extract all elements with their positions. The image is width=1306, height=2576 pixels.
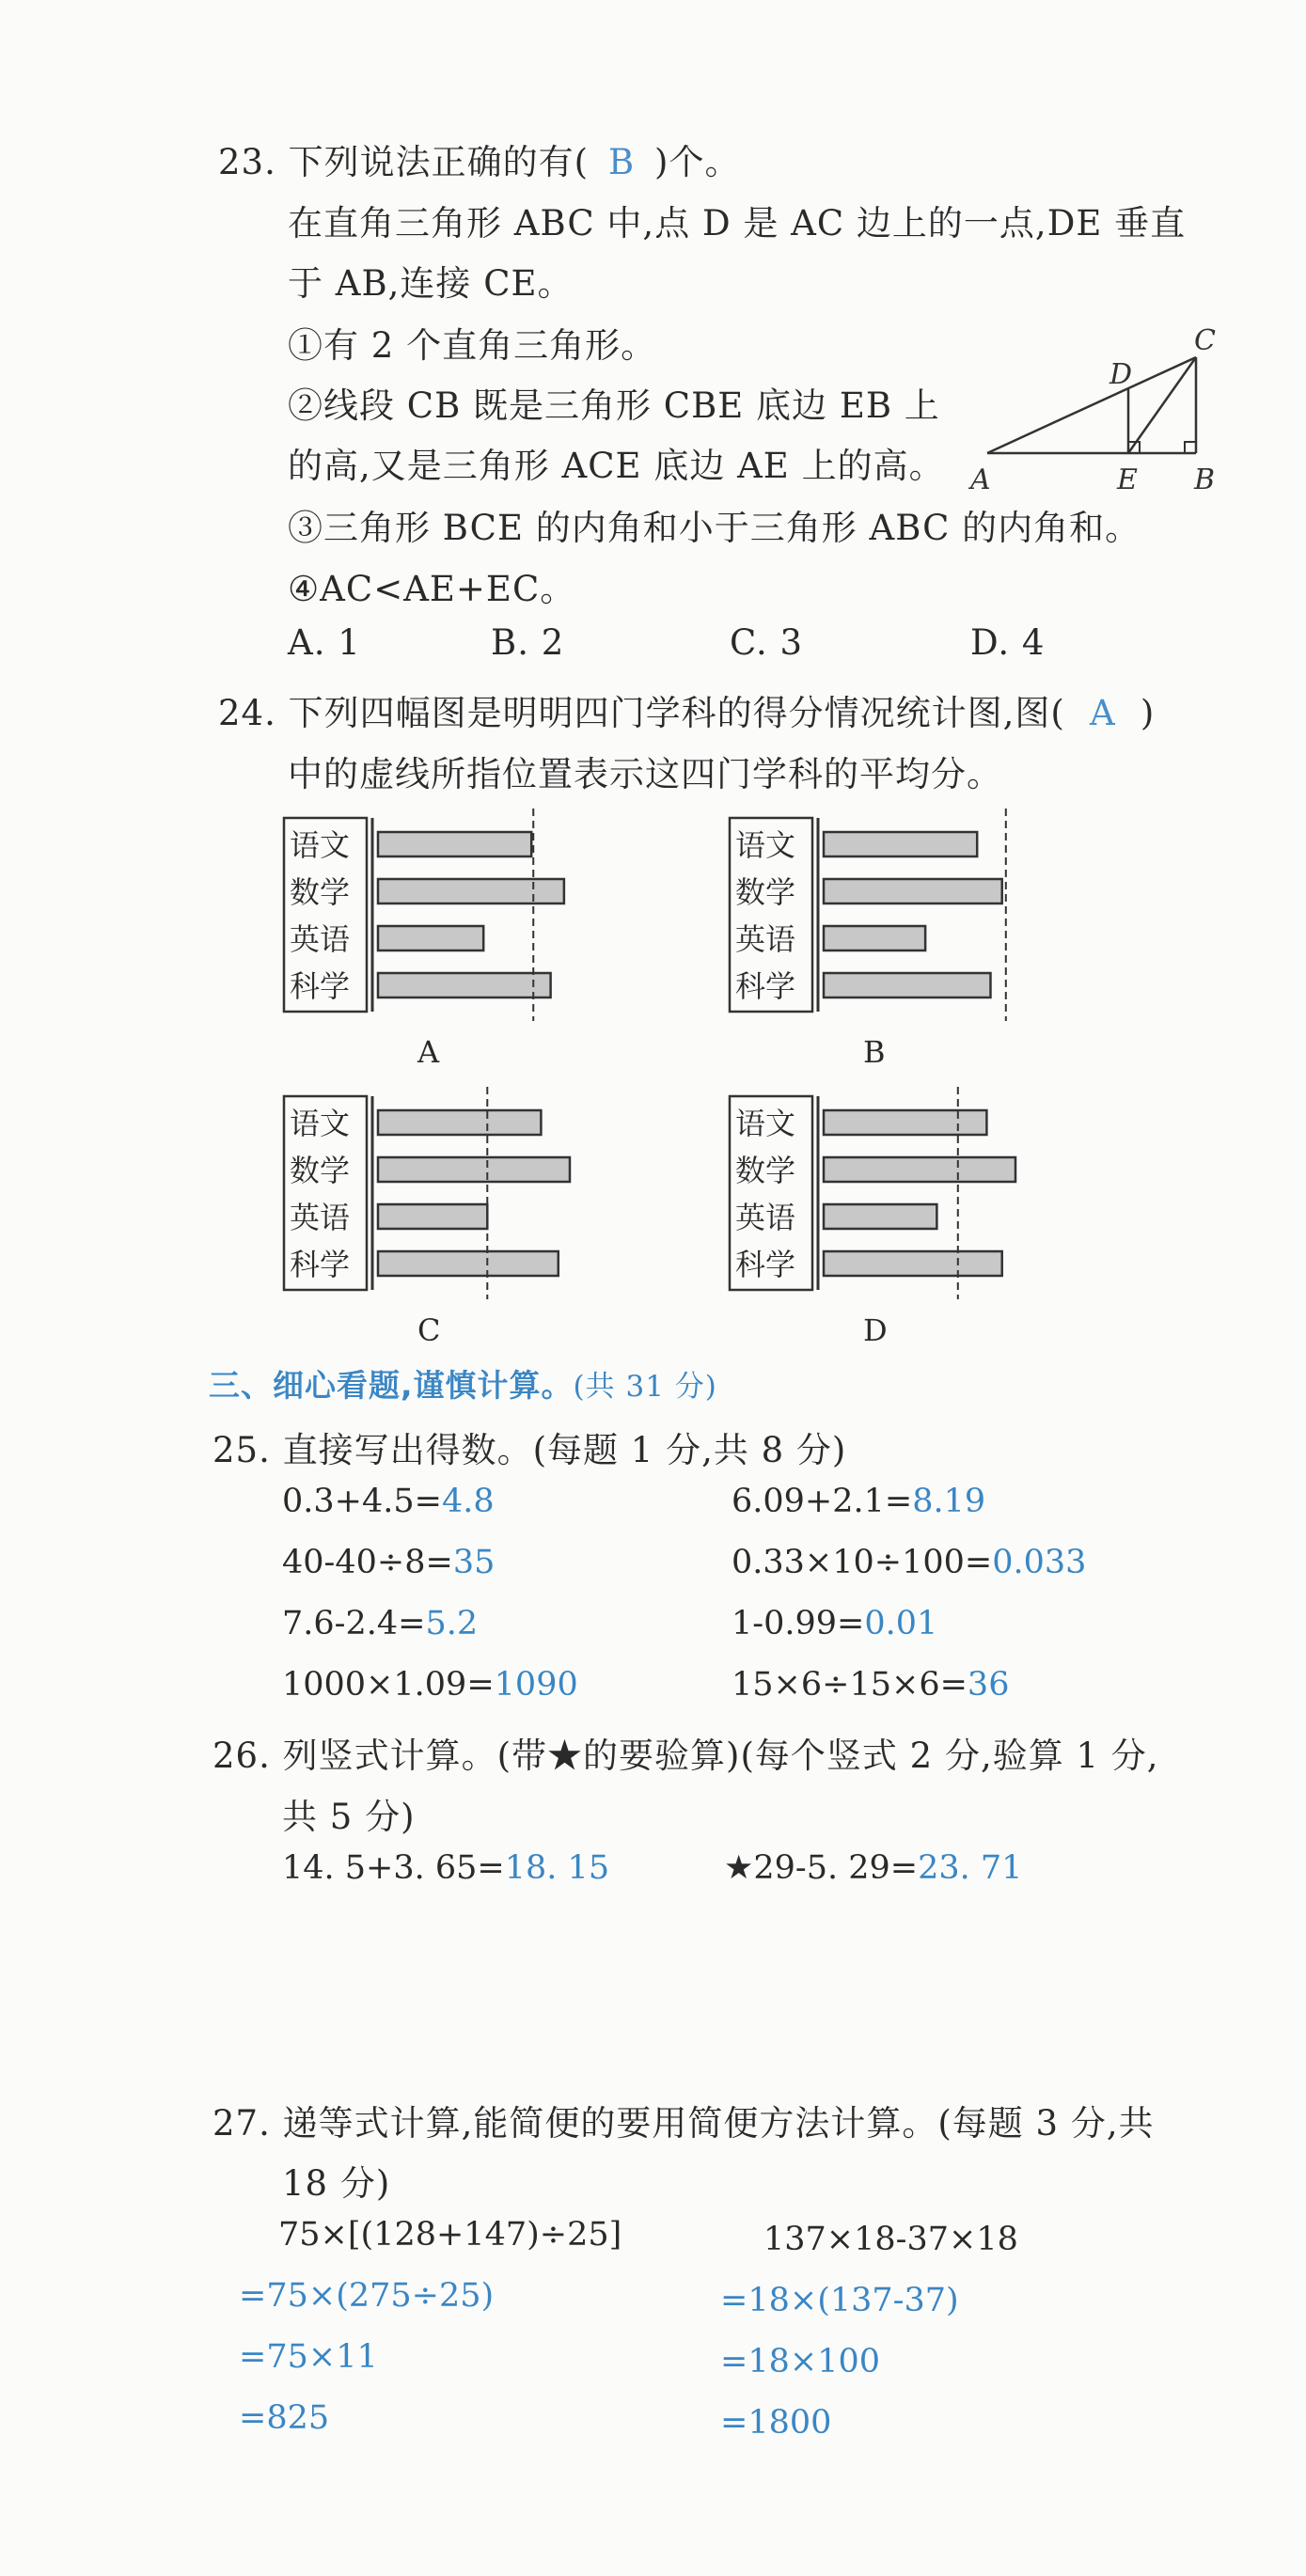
chart-caption: D [863, 1312, 888, 1348]
subject-label: 语文 [735, 1106, 796, 1141]
subject-bar [378, 1251, 559, 1276]
subject-bar [378, 879, 564, 903]
subject-label: 语文 [290, 827, 351, 863]
q23-statement-4: ④AC<AE+EC。 [288, 569, 576, 609]
bar-chart-d [728, 1087, 1029, 1359]
right-angle-mark-b [1185, 442, 1196, 453]
q25-item-1: 0.3+4.5=4.8 [282, 1483, 495, 1520]
subject-label: 科学 [735, 968, 796, 1004]
q26-stem-line1: 26. 列竖式计算。(带★的要验算)(每个竖式 2 分,验算 1 分, [212, 1736, 1159, 1776]
q25-item-2: 6.09+2.1=8.19 [732, 1483, 986, 1520]
subject-label: 数学 [290, 874, 351, 910]
subject-bar [378, 1110, 541, 1135]
q24-answer: A [1089, 693, 1116, 733]
subject-label: 英语 [290, 921, 351, 957]
q23-option-d: D. 4 [970, 622, 1046, 663]
q23-option-a: A. 1 [288, 622, 361, 663]
subject-label: 语文 [735, 827, 796, 863]
q23-stem: 23. 下列说法正确的有( B )个。 [218, 142, 741, 182]
bar-chart-a [282, 809, 583, 1081]
q24-line2: 中的虚线所指位置表示这四门学科的平均分。 [288, 754, 1002, 794]
subject-label: 数学 [290, 1153, 351, 1188]
subject-label: 英语 [735, 1200, 796, 1235]
q27-left-step-1: =75×(275÷25) [239, 2277, 495, 2315]
q25-item-4: 0.33×10÷100=0.033 [732, 1544, 1087, 1581]
subject-bar [824, 1110, 986, 1135]
subject-bar [824, 1157, 1015, 1182]
q23-line1: 在直角三角形 ABC 中,点 D 是 AC 边上的一点,DE 垂直 [288, 203, 1187, 243]
q27-left-step-2: =75×11 [239, 2338, 378, 2376]
q23-line2: 于 AB,连接 CE。 [288, 263, 574, 304]
subject-label: 科学 [290, 1247, 351, 1282]
chart-caption: B [863, 1034, 886, 1070]
q23-statement-2a: ②线段 CB 既是三角形 CBE 底边 EB 上 [288, 385, 940, 426]
subject-bar [378, 832, 531, 856]
subject-bar [378, 926, 483, 950]
q27-left-expr: 75×[(128+147)÷25] [278, 2216, 622, 2254]
chart-caption: C [417, 1312, 441, 1348]
subject-bar [378, 973, 551, 997]
q23-statement-3: ③三角形 BCE 的内角和小于三角形 ABC 的内角和。 [288, 508, 1141, 548]
q23-triangle-figure [968, 320, 1232, 498]
q27-right-step-1: =18×(137-37) [720, 2282, 959, 2319]
label-c: C [1194, 324, 1216, 357]
q25-item-5: 7.6-2.4=5.2 [282, 1605, 479, 1642]
subject-bar [824, 1204, 936, 1229]
chart-caption: A [417, 1034, 440, 1070]
q23-option-b: B. 2 [491, 622, 565, 663]
subject-bar [824, 973, 990, 997]
q23-statement-1: ①有 2 个直角三角形。 [288, 325, 657, 366]
label-d: D [1109, 358, 1133, 391]
bar-chart-b [728, 809, 1029, 1081]
q27-stem-line2: 18 分) [282, 2163, 391, 2204]
q27-right-step-3: =1800 [720, 2404, 832, 2442]
subject-bar [824, 832, 977, 856]
q23-option-c: C. 3 [730, 622, 804, 663]
subject-bar [378, 1204, 487, 1229]
subject-label: 数学 [735, 874, 796, 910]
q25-item-3: 40-40÷8=35 [282, 1544, 496, 1581]
subject-label: 科学 [735, 1247, 796, 1282]
q26-item-1: 14. 5+3. 65=18. 15 [282, 1849, 610, 1887]
bar-chart-c [282, 1087, 583, 1359]
subject-label: 数学 [735, 1153, 796, 1188]
label-e: E [1117, 463, 1138, 496]
subject-label: 科学 [290, 968, 351, 1004]
label-a: A [970, 463, 991, 496]
q24-stem: 24. 下列四幅图是明明四门学科的得分情况统计图,图( A ) [218, 693, 1156, 733]
label-b: B [1194, 463, 1216, 496]
q26-item-2: ★29-5. 29=23. 71 [724, 1849, 1023, 1887]
q25-item-8: 15×6÷15×6=36 [732, 1666, 1010, 1704]
subject-bar [378, 1157, 570, 1182]
q25-item-6: 1-0.99=0.01 [732, 1605, 938, 1642]
subject-bar [824, 1251, 1002, 1276]
subject-label: 英语 [735, 921, 796, 957]
q26-stem-line2: 共 5 分) [282, 1797, 416, 1837]
q27-right-step-2: =18×100 [720, 2343, 880, 2380]
segment-ac [987, 357, 1196, 453]
q23-statement-2b: 的高,又是三角形 ACE 底边 AE 上的高。 [288, 446, 945, 486]
q25-item-7: 1000×1.09=1090 [282, 1666, 578, 1704]
subject-label: 英语 [290, 1200, 351, 1235]
subject-label: 语文 [290, 1106, 351, 1141]
q27-stem-line1: 27. 递等式计算,能简便的要用简便方法计算。(每题 3 分,共 [212, 2103, 1155, 2144]
q23-answer: B [607, 142, 636, 182]
subject-bar [824, 879, 1002, 903]
q25-stem: 25. 直接写出得数。(每题 1 分,共 8 分) [212, 1430, 847, 1470]
subject-bar [824, 926, 925, 950]
q27-right-expr: 137×18-37×18 [763, 2221, 1018, 2258]
section-3-title: 三、细心看题,谨慎计算。(共 31 分) [209, 1367, 717, 1404]
q27-left-step-3: =825 [239, 2399, 330, 2437]
